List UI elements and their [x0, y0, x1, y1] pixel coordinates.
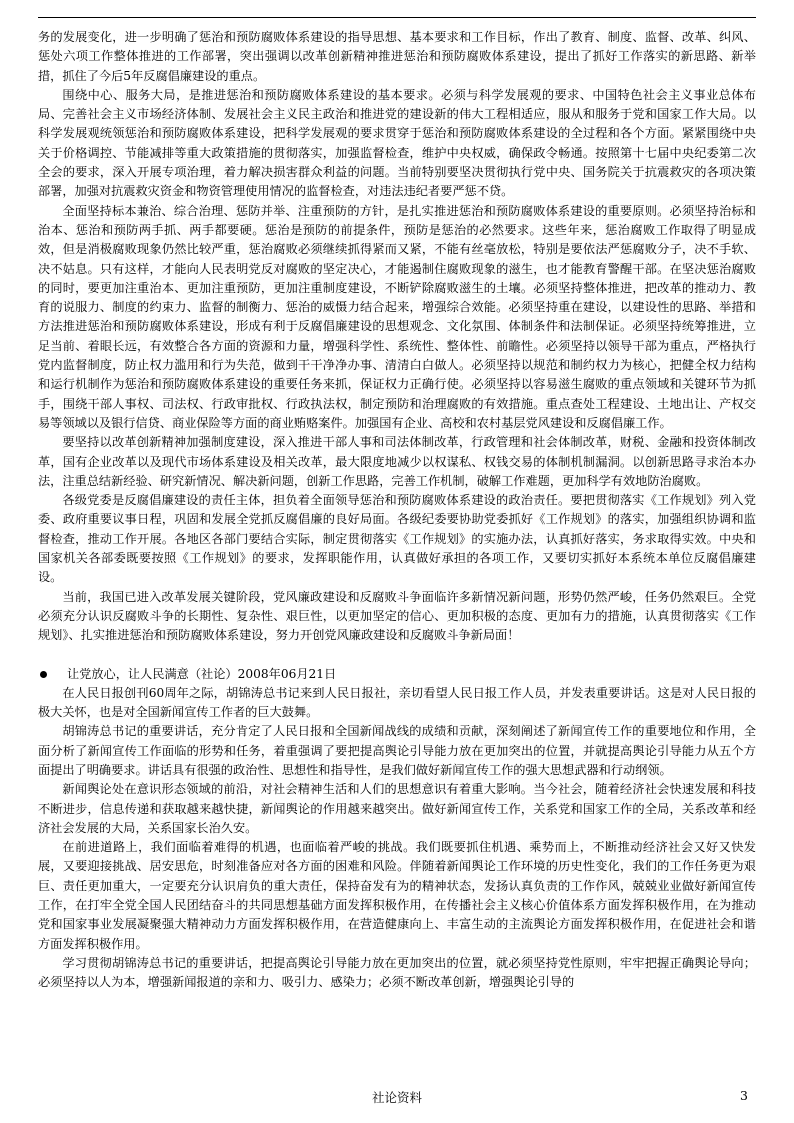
paragraph: 胡锦涛总书记的重要讲话，充分肯定了人民日报和全国新闻战线的成绩和贡献，深刻阐述了新闻宣传工作的重要地位和作用，全面分析了新闻宣传工作面临的形势和任务，着重强调了要把提高舆论引导能力放在更加突出的位置，并就提高舆论引导能力从五个方面提出了明确要求。讲话具有很强的政治性、思想性和指导性，是我们做好新闻宣传工作的强大思想武器和行动纲领。: [38, 724, 756, 777]
paragraph: 各级党委是反腐倡廉建设的责任主体，担负着全面领导惩治和预防腐败体系建设的政治责任。要把贯彻落实《工作规划》列入党委、政府重要议事日程，巩固和发展全党抓反腐倡廉的良好局面。各级纪委要协助党委抓好《工作规划》的落实，加强组织协调和监督检查，推动工作开展。各地区各部门要结合实际，制定贯彻落实《工作规划》的实施办法，认真抓好落实，务求取得实效。中央和国家机关各部委既要按照《工作规划》的要求，发挥职能作用，认真做好承担的各项工作，又要切实抓好本系统本单位反腐倡廉建设。: [38, 493, 756, 585]
page-number: 3: [740, 1088, 748, 1103]
paragraph: 务的发展变化，进一步明确了惩治和预防腐败体系建设的指导思想、基本要求和工作目标，作出了教育、制度、监督、改革、纠风、惩处六项工作整体推进的工作部署，突出强调以改革创新精神推进惩治和预防腐败体系建设，提出了抓好工作落实的新思路、新举措，抓住了今后5年反腐倡廉建设的重点。: [38, 30, 756, 83]
article-heading: [38, 665, 756, 684]
paragraph: 在前进道路上，我们面临着难得的机遇，也面临着严峻的挑战。我们既要抓住机遇、乘势而上，不断推动经济社会又好又快发展，又要迎接挑战、居安思危，时刻准备应对各方面的困难和风险。伴随着新闻舆论工作环境的历史性变化，我们的工作任务更为艰巨、责任更加重大，一定要充分认识肩负的重大责任，保持奋发有为的精神状态，发扬认真负责的工作作风，兢兢业业做好新闻宣传工作，在打牢全党全国人民团结奋斗的共同思想基础方面发挥积极作用，在传播社会主义核心价值体系方面发挥积极作用，在为推动党和国家事业发展凝聚强大精神动力方面发挥积极作用，在营造健康向上、丰富生动的主流舆论方面发挥积极作用，在促进社会和谐方面发挥积极作用。: [38, 840, 756, 951]
paragraph: 学习贯彻胡锦涛总书记的重要讲话，把提高舆论引导能力放在更加突出的位置，就必须坚持党性原则，牢牢把握正确舆论导向；必须坚持以人为本，增强新闻报道的亲和力、吸引力、感染力；必须不断改革创新，增强舆论引导的: [38, 955, 756, 990]
page-footer: [38, 1088, 756, 1108]
article-title: 让党放心，让人民满意（社论）2008年06月21日: [67, 666, 337, 681]
header-rule: [38, 17, 756, 18]
paragraph: 当前，我国已进入改革发展关键阶段，党风廉政建设和反腐败斗争面临许多新情况新问题，形势仍然严峻，任务仍然艰巨。全党必须充分认识反腐败斗争的长期性、复杂性、艰巨性，以更加坚定的信心、更加积极的态度、更加有力的措施，认真贯彻落实《工作规划》、扎实推进惩治和预防腐败体系建设，努力开创党风廉政建设和反腐败斗争新局面！: [38, 589, 756, 643]
paragraph: 新闻舆论处在意识形态领域的前沿，对社会精神生活和人们的思想意识有着重大影响。当今社会，随着经济社会快速发展和科技不断进步，信息传递和获取越来越快捷，新闻舆论的作用越来越突出。做好新闻宣传工作，关系党和国家工作的全局，关系改革和经济社会发展的大局，关系国家长治久安。: [38, 782, 756, 835]
document-body: [38, 28, 756, 993]
footer-title: 社论资料: [371, 1090, 422, 1105]
bullet-icon: [40, 671, 47, 678]
paragraph: 围绕中心、服务大局，是推进惩治和预防腐败体系建设的基本要求。必须与科学发展观的要求、中国特色社会主义事业总体布局、完善社会主义市场经济体制、发展社会主义民主政治和推进党的建设新的伟大工程相适应，服从和服务于党和国家工作大局。以科学发展观统领惩治和预防腐败体系建设，把科学发展观的要求贯穿于惩治和预防腐败体系建设的全过程和各个方面。紧紧围绕中央关于价格调控、节能减排等重大政策措施的贯彻落实，加强监督检查，维护中央权威，确保政令畅通。按照第十七届中央纪委第二次全会的要求，深入开展专项治理，着力解决损害群众利益的问题。当前特别要坚决贯彻执行党中央、国务院关于抗震救灾的各项决策部署，加强对抗震救灾资金和物资管理使用情况的监督检查，对违法违纪者要严惩不贷。: [38, 87, 756, 199]
paragraph: 全面坚持标本兼治、综合治理、惩防并举、注重预防的方针，是扎实推进惩治和预防腐败体系建设的重要原则。必须坚持治标和治本、惩治和预防两手抓、两手都要硬。惩治是预防的前提条件，预防是惩治的必然要求。这些年来，惩治腐败工作取得了明显成效，但是消极腐败现象仍然比较严重，惩治腐败必须继续抓得紧而又紧，不能有丝毫放松，特别是要依法严惩腐败分子，决不手软、决不姑息。只有这样，才能向人民表明党反对腐败的坚定决心，才能遏制住腐败现象的滋生，也才能教育警醒干部。在坚决惩治腐败的同时，要更加注重治本、更加注重预防，更加注重制度建设，不断铲除腐败滋生的土壤。必须坚持整体推进，把改革的推动力、教育的说服力、制度的约束力、监督的制衡力、惩治的威慑力结合起来，增强综合效能。必须坚持重在建设，以建设性的思路、举措和方法推进惩治和预防腐败体系建设，形成有利于反腐倡廉建设的思想观念、文化氛围、体制条件和法制保证。必须坚持统筹推进，立足当前、着眼长远，有效整合各方面的资源和力量，增强科学性、系统性、整体性、前瞻性。必须坚持以领导干部为重点，严格执行党内监督制度，防止权力滥用和行为失范，做到干干净净办事、清清白白做人。必须坚持以规范和制约权力为核心，把健全权力结构和运行机制作为惩治和预防腐败体系建设的重要任务来抓，保证权力正确行使。必须坚持以容易滋生腐败的重点领域和关键环节为抓手，围绕干部人事权、司法权、行政审批权、行政执法权，制定预防和治理腐败的有效措施。重点查处工程建设、土地出让、产权交易等领域以及银行信贷、商业保险等方面的商业贿赂案件。加强国有企业、高校和农村基层党风建设和反腐倡廉工作。: [38, 203, 756, 430]
paragraph: 要坚持以改革创新精神加强制度建设，深入推进干部人事和司法体制改革，行政管理和社会体制改革，财税、金融和投资体制改革，国有企业改革以及现代市场体系建设及相关改革，最大限度地减少以权谋私、权钱交易的体制机制漏洞。以创新思路寻求治本办法，注重总结新经验、研究新情况、解决新问题，创新工作思路，完善工作机制，破解工作难题，更加科学有效地防治腐败。: [38, 435, 756, 488]
paragraph: 在人民日报创刊60周年之际，胡锦涛总书记来到人民日报社，亲切看望人民日报工作人员，并发表重要讲话。这是对人民日报的极大关怀，也是对全国新闻宣传工作者的巨大鼓舞。: [38, 685, 756, 720]
